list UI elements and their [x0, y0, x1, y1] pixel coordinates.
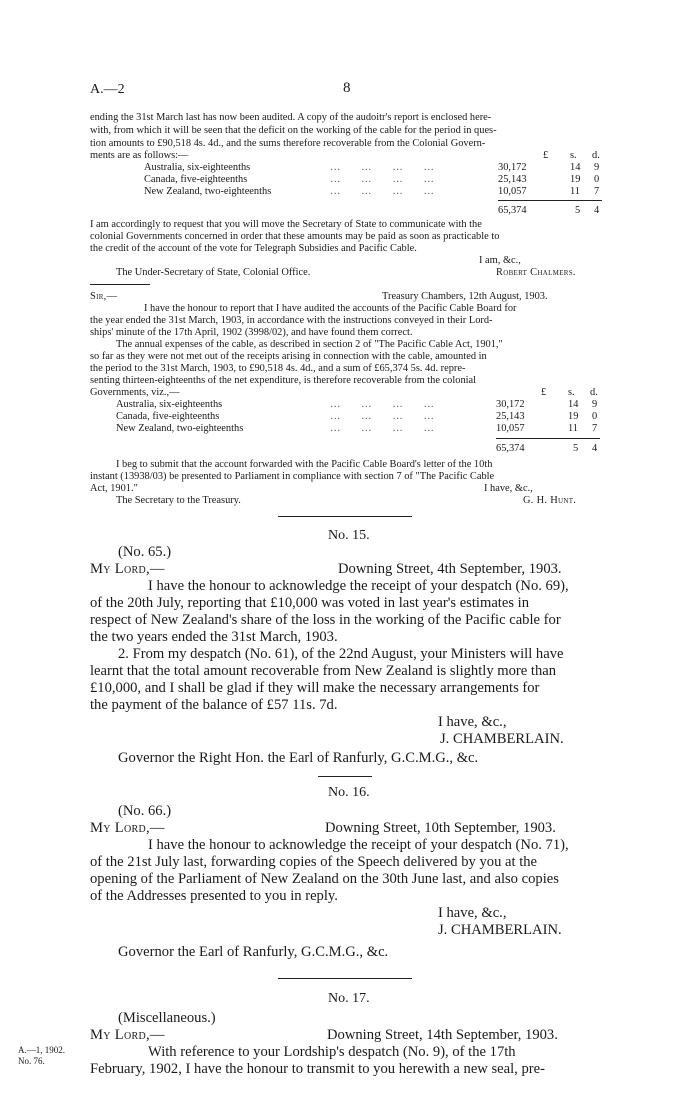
second-letter-line: the year ended the 31st March, 1903, in accordance with the instructions conveyed in their Lord-: [90, 315, 493, 326]
second-letter-line: Governments, viz.,—: [90, 387, 180, 398]
second-letter-line: so far as they were not met out of the receipts arising in connection with the cable, amounted in: [90, 351, 487, 362]
salutation: Sir,—: [90, 291, 118, 302]
despatch-ref: (Miscellaneous.): [118, 1010, 216, 1026]
body-line: of the 20th July, reporting that £10,000 was voted in last year's estimates in: [90, 595, 530, 611]
leader-dots: … … … …: [330, 186, 434, 197]
amount-pounds: 30,172: [496, 399, 525, 410]
closing: I have, &c.,: [438, 714, 507, 730]
sum-rule: [498, 200, 602, 201]
currency-head-pence: d.: [590, 387, 598, 398]
body-line: of the 21st July last, forwarding copies of the Speech delivered by you at the: [90, 854, 538, 870]
currency-head-pence: d.: [592, 150, 600, 161]
body-line: the payment of the balance of £57 11s. 7d.: [90, 697, 338, 713]
body-line: 2. From my despatch (No. 61), of the 22nd August, your Ministers will have: [118, 646, 564, 662]
table-row-label: New Zealand, two-eighteenths: [116, 423, 244, 434]
body-line: £10,000, and I shall be glad if they will make the necessary arrangements for: [90, 680, 540, 696]
amount-pounds: 30,172: [498, 162, 527, 173]
closing: I have, &c.,: [484, 483, 533, 494]
leader-dots: … … … …: [330, 174, 434, 185]
signature: Robert Chalmers.: [496, 267, 576, 278]
amount-pounds: 25,143: [496, 411, 525, 422]
despatch-heading: No. 15.: [328, 528, 370, 543]
despatch-heading: No. 16.: [328, 785, 370, 800]
total-pounds: 65,374: [498, 205, 527, 216]
second-letter-line: ships' minute of the 17th April, 1902 (3998/02), and have found them correct.: [90, 327, 413, 338]
margin-note: No. 76.: [18, 1056, 45, 1066]
amount-pence: 9: [592, 399, 598, 410]
second-letter-line: senting thirteen-eighteenths of the net expenditure, is therefore recoverable from the colonial: [90, 375, 477, 386]
second-letter-line: Act, 1901.": [90, 483, 138, 494]
amount-shillings: 19: [568, 411, 579, 422]
body-line: of the Addresses presented to you in reply.: [90, 888, 338, 904]
leader-dots: … … … …: [330, 162, 434, 173]
second-letter-line: the period to the 31st March, 1903, to £90,518 4s. 4d., and a sum of £65,374 5s. 4d. repre-: [90, 363, 466, 374]
despatch-ref: (No. 66.): [118, 803, 172, 819]
salutation: My Lord,—: [90, 561, 165, 577]
amount-shillings: 14: [570, 162, 581, 173]
section-divider: [278, 978, 412, 979]
closing: I am, &c.,: [479, 255, 521, 266]
place-date: Treasury Chambers, 12th August, 1903.: [382, 291, 548, 302]
leader-dots: … … … …: [330, 423, 434, 434]
first-letter-line: colonial Governments concerned in order that these amounts may be paid as soon as practicable to: [90, 231, 500, 242]
first-letter-line: ments are as follows:—: [90, 150, 189, 161]
table-row-label: Canada, five-eighteenths: [144, 174, 248, 185]
amount-pounds: 25,143: [498, 174, 527, 185]
place-date: Downing Street, 14th September, 1903.: [327, 1027, 558, 1043]
addressee: The Secretary to the Treasury.: [116, 495, 241, 506]
addressee: Governor the Right Hon. the Earl of Ranfurly, G.C.M.G., &c.: [118, 750, 479, 766]
total-pence: 4: [594, 205, 600, 216]
amount-pence: 0: [592, 411, 598, 422]
total-pounds: 65,374: [496, 443, 525, 454]
section-divider: [90, 284, 150, 285]
closing: I have, &c.,: [438, 905, 507, 921]
amount-pounds: 10,057: [498, 186, 527, 197]
section-divider: [318, 776, 372, 777]
second-letter-line: I beg to submit that the account forwarded with the Pacific Cable Board's letter of the 10th: [116, 459, 493, 470]
addressee: The Under-Secretary of State, Colonial Office.: [116, 267, 311, 278]
amount-pence: 7: [592, 423, 598, 434]
table-row-label: New Zealand, two-eighteenths: [144, 186, 272, 197]
body-line: I have the honour to acknowledge the receipt of your despatch (No. 71),: [148, 837, 569, 853]
body-line: opening of the Parliament of New Zealand on the 30th June last, and also copies: [90, 871, 559, 887]
amount-pounds: 10,057: [496, 423, 525, 434]
signature: G. H. Hunt.: [523, 495, 577, 506]
second-letter-line: The annual expenses of the cable, as described in section 2 of "The Pacific Cable Act, 1901,": [116, 339, 503, 350]
second-letter-line: instant (13938/03) be presented to Parliament in compliance with section 7 of "The Pacific Cable: [90, 471, 495, 482]
signature: J. CHAMBERLAIN.: [438, 922, 562, 938]
place-date: Downing Street, 10th September, 1903.: [325, 820, 556, 836]
salutation: My Lord,—: [90, 1027, 165, 1043]
amount-shillings: 11: [568, 423, 579, 434]
sum-rule: [496, 438, 600, 439]
amount-shillings: 11: [570, 186, 581, 197]
currency-head-shillings: s.: [570, 150, 577, 161]
page-number: 8: [343, 80, 351, 96]
despatch-ref: (No. 65.): [118, 544, 172, 560]
amount-pence: 7: [594, 186, 600, 197]
despatch-heading: No. 17.: [328, 991, 370, 1006]
total-shillings: 5: [573, 443, 579, 454]
body-line: With reference to your Lordship's despatch (No. 9), of the 17th: [148, 1044, 516, 1060]
body-line: I have the honour to acknowledge the receipt of your despatch (No. 69),: [148, 578, 569, 594]
amount-pence: 9: [594, 162, 600, 173]
first-letter-line: with, from which it will be seen that the deficit on the working of the cable for the period in ques-: [90, 125, 497, 136]
amount-shillings: 14: [568, 399, 579, 410]
currency-head-pounds: £: [541, 387, 547, 398]
place-date: Downing Street, 4th September, 1903.: [338, 561, 562, 577]
currency-head-shillings: s.: [568, 387, 575, 398]
amount-shillings: 19: [570, 174, 581, 185]
total-shillings: 5: [575, 205, 581, 216]
first-letter-line: the credit of the account of the vote for Telegraph Subsidies and Pacific Cable.: [90, 243, 417, 254]
table-row-label: Australia, six-eighteenths: [144, 162, 251, 173]
first-letter-line: tion amounts to £90,518 4s. 4d., and the sums therefore recoverable from the Colonial Govern-: [90, 138, 486, 149]
margin-note: A.—1, 1902.: [18, 1045, 65, 1055]
body-line: respect of New Zealand's share of the loss in the working of the Pacific cable for: [90, 612, 561, 628]
salutation: My Lord,—: [90, 820, 165, 836]
page-ref: A.—2: [90, 82, 125, 97]
currency-head-pounds: £: [543, 150, 549, 161]
total-pence: 4: [592, 443, 598, 454]
amount-pence: 0: [594, 174, 600, 185]
signature: J. CHAMBERLAIN.: [440, 731, 564, 747]
second-letter-line: I have the honour to report that I have audited the accounts of the Pacific Cable Board for: [144, 303, 517, 314]
first-letter-line: I am accordingly to request that you will move the Secretary of State to communicate with the: [90, 219, 482, 230]
body-line: the two years ended the 31st March, 1903.: [90, 629, 338, 645]
leader-dots: … … … …: [330, 399, 434, 410]
body-line: learnt that the total amount recoverable from New Zealand is slightly more than: [90, 663, 557, 679]
section-divider: [278, 516, 412, 517]
addressee: Governor the Earl of Ranfurly, G.C.M.G., &c.: [118, 944, 389, 960]
table-row-label: Australia, six-eighteenths: [116, 399, 223, 410]
body-line: February, 1902, I have the honour to transmit to you herewith a new seal, pre-: [90, 1061, 545, 1077]
table-row-label: Canada, five-eighteenths: [116, 411, 220, 422]
leader-dots: … … … …: [330, 411, 434, 422]
first-letter-line: ending the 31st March last has now been audited. A copy of the audoitr's report is enclosed here-: [90, 112, 492, 123]
